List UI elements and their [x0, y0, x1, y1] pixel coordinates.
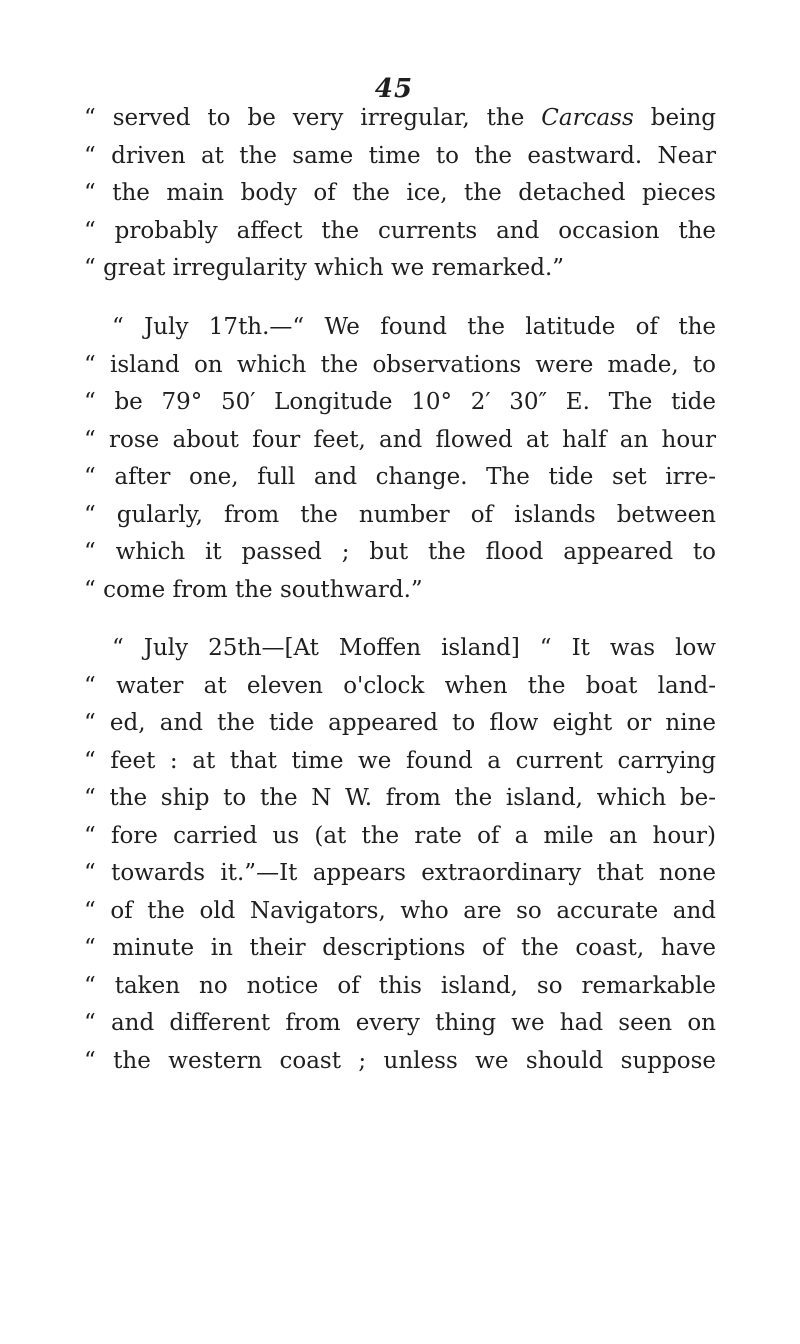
page-number: 45 — [374, 74, 414, 104]
text-line: “ July 25th—[At Moffen island] “ It was low — [112, 635, 716, 661]
text-line-content: “ served to be very irregular, the Carcass being — [84, 105, 716, 131]
text-line: “ July 17th.—“ We found the latitude of the — [112, 314, 716, 340]
paragraph-3 — [84, 630, 716, 1080]
ship-name-emphasis: Carcass — [541, 105, 634, 131]
text-line: “ which it passed ; but the flood appeared to — [84, 539, 716, 565]
text-line: “ the main body of the ice, the detached pieces — [84, 180, 716, 206]
text-line: “ ed, and the tide appeared to flow eight or nine — [84, 710, 716, 736]
text-line: “ the ship to the N W. from the island, which be- — [84, 785, 716, 811]
text-line — [84, 100, 716, 138]
text-line: “ great irregularity which we remarked.” — [84, 255, 565, 281]
text-line: “ of the old Navigators, who are so accurate and — [84, 897, 716, 924]
text-line: “ towards it.”—It appears extraordinary that none — [84, 860, 716, 886]
text-line: “ probably affect the currents and occasion the — [84, 217, 716, 244]
text-line: “ be 79° 50′ Longitude 10° 2′ 30″ E. The tide — [84, 389, 716, 415]
text-line: “ rose about four feet, and flowed at half an hour — [84, 426, 716, 453]
text-line: “ water at eleven o'clock when the boat land- — [84, 672, 716, 699]
text-line: “ after one, full and change. The tide set irre- — [84, 464, 716, 490]
text-line: “ taken no notice of this island, so remarkable — [84, 972, 716, 999]
text-line: “ gularly, from the number of islands between — [84, 501, 716, 528]
text-line: “ fore carried us (at the rate of a mile an hour) — [84, 822, 716, 849]
text-line: “ come from the southward.” — [84, 576, 423, 603]
paragraph-1 — [84, 100, 716, 288]
text-line: “ the western coast ; unless we should suppose — [84, 1047, 716, 1074]
text-line: “ feet : at that time we found a current carrying — [84, 747, 716, 774]
text-line: “ and different from every thing we had seen on — [84, 1010, 716, 1036]
text-line: “ island on which the observations were made, to — [84, 351, 716, 378]
text-line: “ minute in their descriptions of the coast, have — [84, 935, 716, 961]
text-line: “ driven at the same time to the eastward. Near — [84, 142, 716, 169]
paragraph-2 — [84, 309, 716, 609]
